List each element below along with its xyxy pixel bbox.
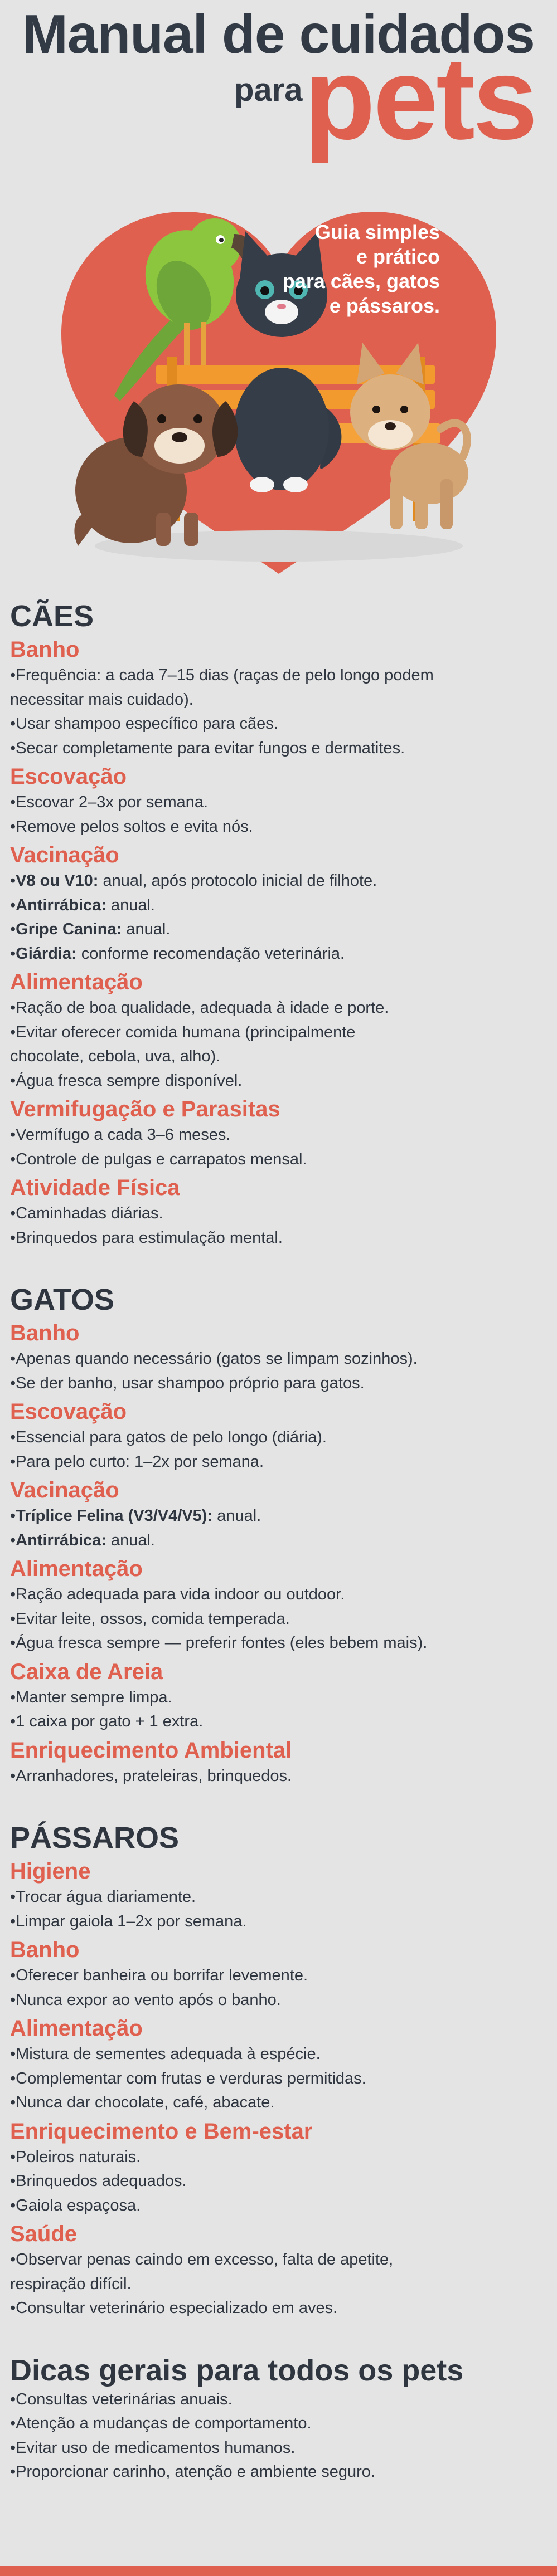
list-item: •Evitar uso de medicamentos humanos. (10, 2438, 296, 2457)
vaccine-detail: anual, após protocolo inicial de filhote. (98, 872, 377, 890)
vaccine-name: V8 ou V10: (16, 872, 99, 890)
subsection-title: Vermifugação e Parasitas (10, 1097, 280, 1122)
vaccine-detail: anual. (106, 896, 155, 914)
hero-illustration (0, 134, 557, 591)
list-item: •Nunca expor ao vento após o banho. (10, 1990, 281, 2009)
footer-bar (0, 2566, 557, 2576)
section-dicas (10, 2353, 545, 2485)
list-item: •Água fresca sempre — preferir fontes (eles bebem mais). (10, 1634, 428, 1652)
subsection-title: Alimentação (10, 2016, 143, 2041)
section-gatos (10, 1282, 545, 1788)
list-item: •Apenas quando necessário (gatos se limpam sozinhos). (10, 1350, 418, 1368)
list-item: •Se der banho, usar shampoo próprio para gatos. (10, 1374, 365, 1392)
list-item: •1 caixa por gato + 1 extra. (10, 1713, 204, 1731)
list-item: necessitar mais cuidado). (10, 690, 193, 709)
list-item: •Ração de boa qualidade, adequada à idade e porte. (10, 999, 389, 1017)
subtitle-line: e pássaros. (329, 294, 440, 317)
title-pets: pets (304, 33, 536, 164)
subsection-title: Vacinação (10, 843, 119, 868)
list-item: •Nunca dar chocolate, café, abacate. (10, 2094, 275, 2112)
subsection-title: Banho (10, 637, 80, 662)
vaccine-name: Giárdia: (16, 944, 77, 963)
list-item: •Gripe Canina: anual. (10, 920, 171, 939)
subsection-title: Banho (10, 1938, 80, 1963)
list-item: •Oferecer banheira ou borrifar levemente. (10, 1967, 308, 1985)
list-item: •Tríplice Felina (V3/V4/V5): anual. (10, 1507, 261, 1525)
list-item: •Ração adequada para vida indoor ou outdoor. (10, 1585, 345, 1604)
subsection-title: Alimentação (10, 970, 143, 995)
vaccine-name: Gripe Canina: (16, 920, 122, 939)
list-item: •Evitar oferecer comida humana (principalmente (10, 1023, 356, 1041)
list-item: •Consultar veterinário especializado em aves. (10, 2299, 338, 2318)
subsection-title: Banho (10, 1321, 80, 1346)
subsection-title: Atividade Física (10, 1175, 180, 1201)
subtitle-line: para cães, gatos (282, 269, 440, 292)
subsection-title: Higiene (10, 1859, 91, 1884)
list-item: •Vermífugo a cada 3–6 meses. (10, 1126, 231, 1144)
list-item: •Limpar gaiola 1–2x por semana. (10, 1912, 247, 1930)
title-para: para (234, 72, 303, 108)
list-item: •Caminhadas diárias. (10, 1204, 163, 1223)
section-passaros (10, 1821, 545, 2321)
list-item: •Essencial para gatos de pelo longo (diária). (10, 1428, 327, 1447)
list-item: •Escovar 2–3x por semana. (10, 793, 209, 812)
subsection-title: Caixa de Areia (10, 1659, 163, 1684)
list-item: •Usar shampoo específico para cães. (10, 715, 278, 733)
list-item: •Evitar leite, ossos, comida temperada. (10, 1609, 290, 1628)
list-item: •Mistura de sementes adequada à espécie. (10, 2045, 321, 2063)
list-item: •Consultas veterinárias anuais. (10, 2390, 233, 2408)
subsection-title: Enriquecimento Ambiental (10, 1738, 292, 1763)
subtitle-line: Guia simples (314, 221, 440, 243)
vaccine-name: Tríplice Felina (V3/V4/V5): (16, 1507, 213, 1525)
list-item: •V8 ou V10: anual, após protocolo inicial de filhote. (10, 872, 377, 890)
list-item: •Gaiola espaçosa. (10, 2196, 141, 2214)
subsection-title: Alimentação (10, 1557, 143, 1582)
content (10, 599, 545, 2485)
list-item: •Brinquedos para estimulação mental. (10, 1228, 283, 1247)
subsection-title: Escovação (10, 764, 127, 789)
vaccine-detail: conforme recomendação veterinária. (76, 944, 345, 963)
list-item: •Antirrábica: anual. (10, 896, 155, 914)
list-item: chocolate, cebola, uva, alho). (10, 1047, 221, 1066)
vaccine-detail: anual. (122, 920, 171, 939)
vaccine-name: Antirrábica: (16, 1531, 106, 1549)
vaccine-detail: anual. (212, 1507, 261, 1525)
section-title: GATOS (10, 1283, 115, 1317)
list-item: •Manter sempre limpa. (10, 1688, 172, 1706)
subtitle-line: e prático (356, 245, 440, 268)
section-caes (10, 599, 545, 1250)
section-title: Dicas gerais para todos os pets (10, 2353, 464, 2387)
list-item: •Para pelo curto: 1–2x por semana. (10, 1452, 264, 1471)
page-title: Manual de cuidados (22, 3, 535, 65)
list-item: •Observar penas caindo em excesso, falta de apetite, (10, 2251, 394, 2269)
subsection-title: Escovação (10, 1399, 127, 1424)
list-item: respiração difícil. (10, 2275, 132, 2293)
list-item: •Complementar com frutas e verduras permitidas. (10, 2069, 366, 2087)
list-item: •Arranhadores, prateleiras, brinquedos. (10, 1767, 292, 1785)
list-item: •Antirrábica: anual. (10, 1531, 155, 1549)
vaccine-detail: anual. (106, 1531, 155, 1549)
list-item: •Giárdia: conforme recomendação veterinária. (10, 944, 345, 963)
list-item: •Remove pelos soltos e evita nós. (10, 817, 253, 836)
list-item: •Secar completamente para evitar fungos e dermatites. (10, 739, 405, 757)
subsection-title: Enriquecimento e Bem-estar (10, 2119, 313, 2144)
subsection-title: Vacinação (10, 1478, 119, 1503)
list-item: •Brinquedos adequados. (10, 2172, 187, 2190)
list-item: •Controle de pulgas e carrapatos mensal. (10, 1150, 307, 1168)
vaccine-name: Antirrábica: (16, 896, 106, 914)
list-item: •Trocar água diariamente. (10, 1888, 196, 1906)
list-item: •Proporcionar carinho, atenção e ambiente seguro. (10, 2463, 375, 2481)
list-item: •Atenção a mudanças de comportamento. (10, 2414, 312, 2433)
subsection-title: Saúde (10, 2222, 78, 2247)
list-item: •Frequência: a cada 7–15 dias (raças de pelo longo podem (10, 666, 434, 685)
hero-subtitle (283, 220, 440, 318)
section-title: PÁSSAROS (10, 1821, 180, 1855)
list-item: •Poleiros naturais. (10, 2148, 141, 2166)
list-item: •Água fresca sempre disponível. (10, 1071, 243, 1090)
section-title: CÃES (10, 599, 94, 633)
